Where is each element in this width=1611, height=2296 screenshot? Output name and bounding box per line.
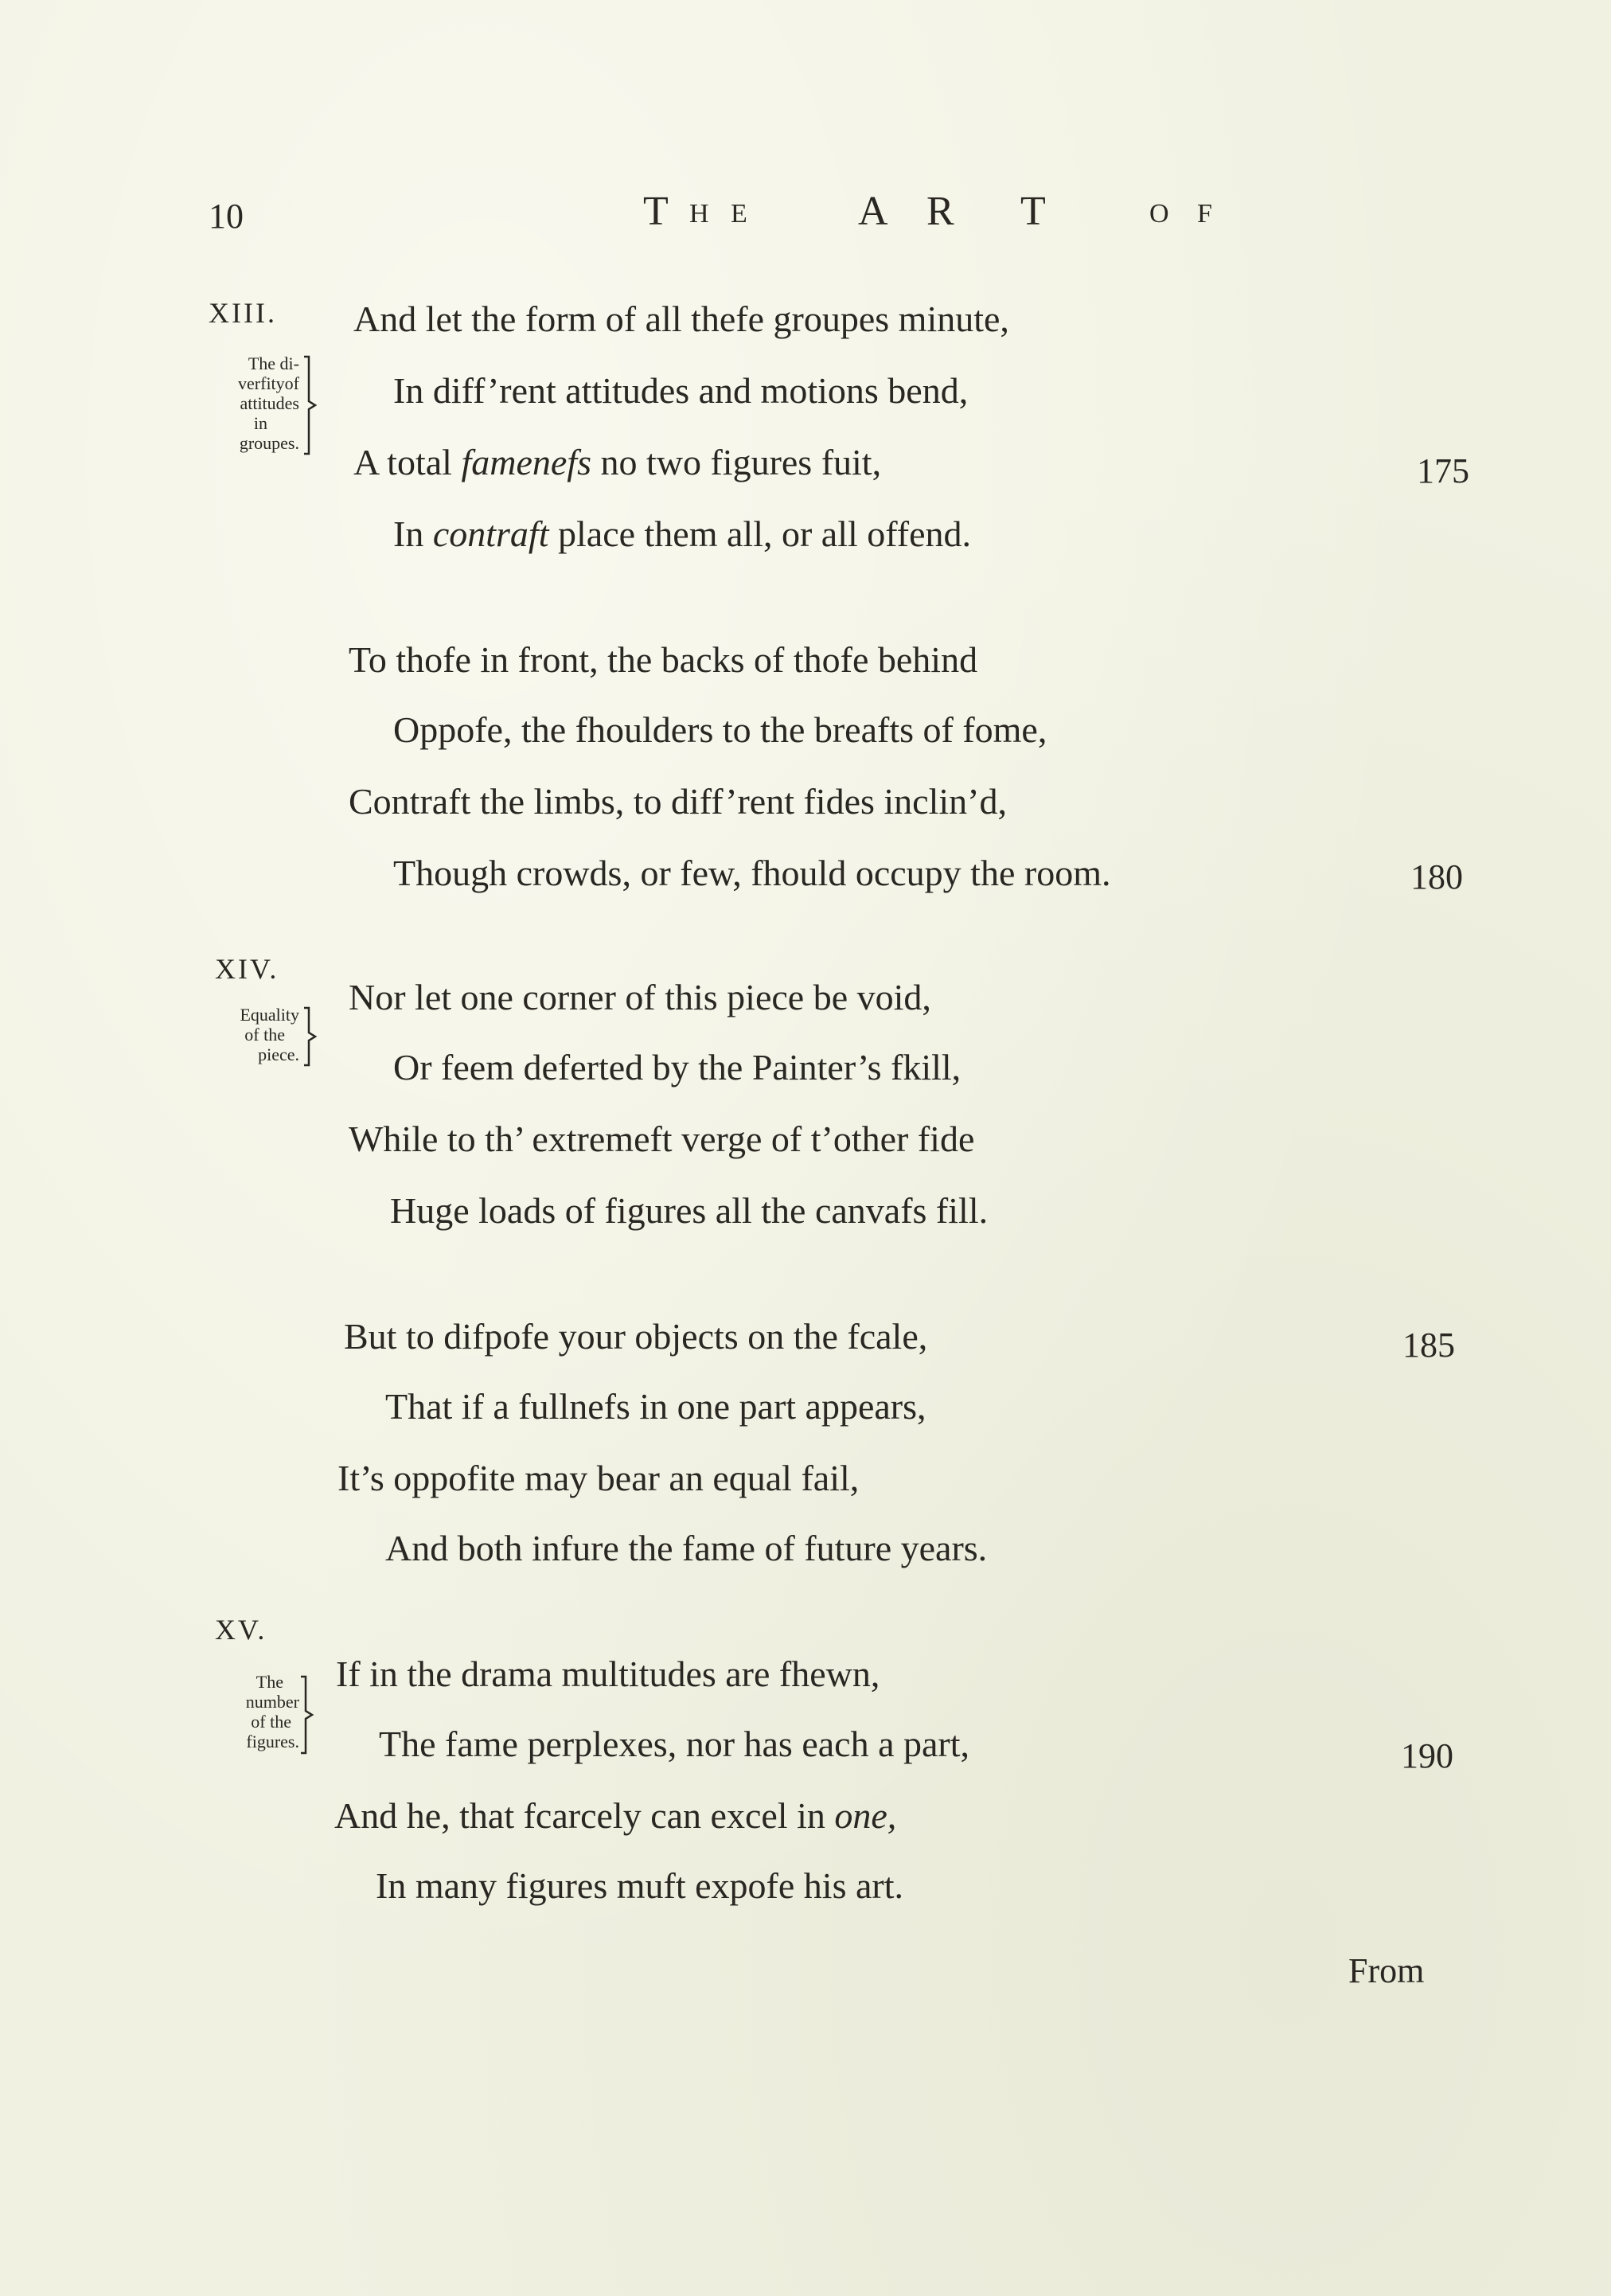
- verse-line: To thofe in front, the backs of thofe behind: [349, 639, 978, 680]
- sidenote-line: piece.: [258, 1045, 299, 1064]
- line-number: 175: [1417, 451, 1469, 490]
- sidenote: [159, 1005, 299, 1064]
- sidenote-line: Equality: [240, 1005, 299, 1025]
- title-letter: T: [643, 189, 669, 234]
- title-letter: R: [926, 189, 954, 234]
- verse-line: Huge loads of figures all the canvafs fill.: [390, 1190, 989, 1231]
- sidenote-line: figures.: [246, 1732, 299, 1751]
- line-number: 185: [1402, 1326, 1455, 1365]
- sidenote-line: of the: [251, 1712, 291, 1732]
- sidenote-line: groupes.: [239, 433, 299, 453]
- verse-line: And let the form of all thefe groupes minute,: [353, 299, 1009, 339]
- verse-line: Though crowds, or few, fhould occupy the room.: [393, 853, 1111, 893]
- title-letter: F: [1197, 199, 1212, 228]
- sidenote-line: The: [255, 1672, 283, 1692]
- verse-line: A total famenefs no two figures fuit,: [353, 442, 882, 482]
- brace-icon: [301, 355, 320, 455]
- sidenote-line: The di-: [248, 353, 299, 373]
- brace-icon: [298, 1675, 317, 1755]
- line-number: 190: [1401, 1736, 1453, 1775]
- verse-line: If in the drama multitudes are fhewn,: [336, 1654, 880, 1694]
- verse-line: But to difpofe your objects on the fcale,: [344, 1316, 928, 1357]
- sidenote-line: verfityof: [238, 373, 299, 393]
- verse-line: Nor let one corner of this piece be void,: [349, 977, 931, 1017]
- catchword: From: [1348, 1951, 1425, 1990]
- sidenote-line: in: [253, 413, 267, 433]
- sidenote-line: number: [245, 1692, 299, 1712]
- verse-line: Or feem deferted by the Painter’s fkill,: [393, 1047, 962, 1087]
- title-letter: A: [858, 189, 888, 234]
- sidenote-line: attitudes: [240, 393, 299, 413]
- section-number: XIV.: [215, 953, 279, 985]
- title-letter: E: [731, 199, 747, 228]
- sidenote: [159, 1672, 299, 1751]
- verse-line: It’s oppofite may bear an equal fail,: [337, 1458, 860, 1498]
- verse-line: In diff’rent attitudes and motions bend,: [393, 370, 969, 411]
- brace-icon: [301, 1006, 320, 1067]
- page-number: 10: [209, 197, 244, 236]
- verse-line: Oppofe, the fhoulders to the breafts of fome,: [393, 709, 1047, 750]
- verse-line: And both infure the fame of future years.: [385, 1528, 988, 1568]
- sidenote-line: of the: [244, 1025, 285, 1045]
- sidenote: [159, 353, 299, 453]
- verse-line: And he, that fcarcely can excel in one,: [334, 1795, 897, 1836]
- title-letter: H: [689, 199, 709, 228]
- line-number: 180: [1410, 857, 1463, 896]
- title-letter: O: [1149, 199, 1169, 228]
- verse-line: While to th’ extremeft verge of t’other fide: [349, 1119, 975, 1159]
- section-number: XIII.: [209, 297, 277, 329]
- verse-line: In contraft place them all, or all offend.: [393, 513, 972, 554]
- verse-line: The fame perplexes, nor has each a part,: [379, 1724, 970, 1764]
- verse-line: In many figures muft expofe his art.: [376, 1865, 903, 1906]
- verse-line: That if a fullnefs in one part appears,: [385, 1386, 926, 1427]
- title-letter: T: [1020, 189, 1046, 234]
- section-number: XV.: [215, 1614, 267, 1646]
- verse-line: Contraft the limbs, to diff’rent fides inclin’d,: [349, 781, 1007, 822]
